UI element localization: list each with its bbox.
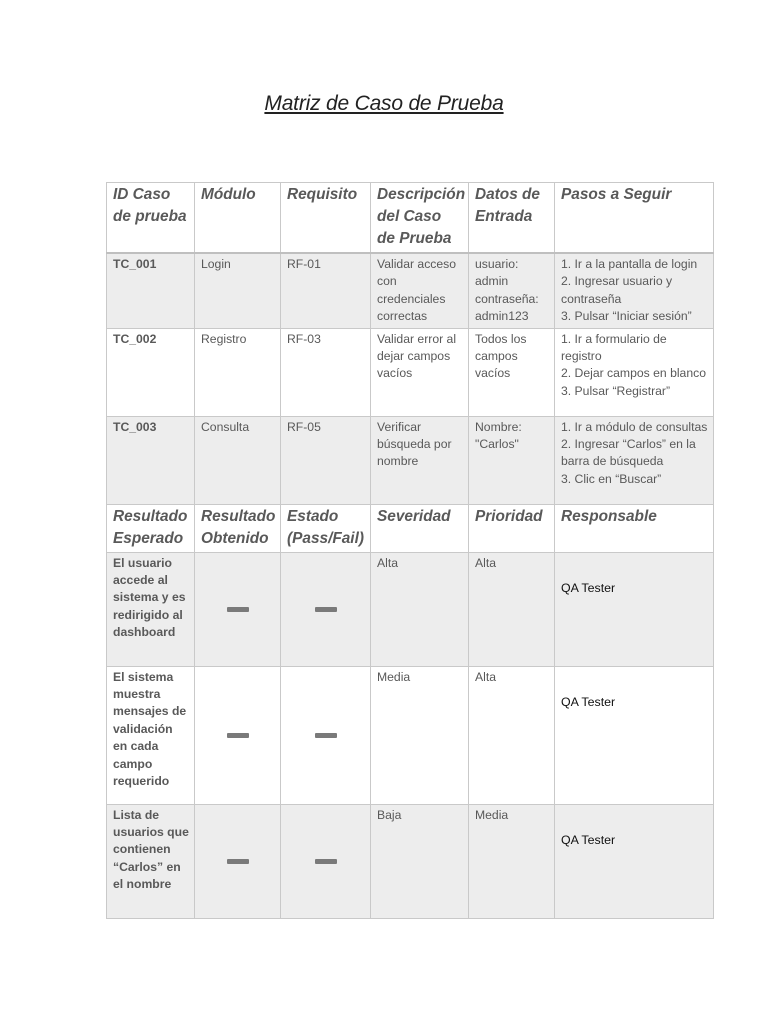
- case-modulo: Login: [195, 253, 281, 328]
- step: 2. Ingresar “Carlos” en la barra de búsqueda: [561, 437, 696, 469]
- step: 1. Ir a módulo de consultas: [561, 419, 708, 434]
- step: 2. Ingresar usuario y contraseña: [561, 274, 673, 306]
- case-datos: Todos los campos vacíos: [469, 328, 555, 416]
- case-pasos: [555, 253, 714, 328]
- table-row: [107, 253, 714, 328]
- case-descripcion: Verificar búsqueda por nombre: [371, 416, 469, 504]
- resultado-obtenido: [195, 804, 281, 918]
- dash-icon: [227, 859, 249, 864]
- case-descripcion: Validar error al dejar campos vacíos: [371, 328, 469, 416]
- step: 1. Ir a formulario de registro: [561, 331, 667, 364]
- resultado-obtenido: [195, 666, 281, 804]
- header-row-2: [107, 504, 714, 552]
- case-descripcion: Validar acceso con credenciales correctas: [371, 253, 469, 328]
- header-obtenido: Resultado Obtenido: [195, 504, 281, 552]
- responsable: QA Tester: [561, 580, 616, 595]
- header-id: ID Caso de prueba: [107, 183, 195, 254]
- case-requisito: RF-03: [281, 328, 371, 416]
- step: 3. Pulsar “Iniciar sesión”: [561, 309, 692, 324]
- header-row-1: [107, 183, 714, 254]
- header-estado: Estado (Pass/Fail): [281, 504, 371, 552]
- header-descripcion: Descripción del Caso de Prueba: [371, 183, 469, 254]
- step: 2. Dejar campos en blanco: [561, 366, 706, 381]
- resultado-obtenido: [195, 552, 281, 666]
- header-prioridad: Prioridad: [469, 504, 555, 552]
- severidad: Alta: [371, 552, 469, 666]
- header-modulo: Módulo: [195, 183, 281, 254]
- table-row: [107, 416, 714, 504]
- estado: [281, 552, 371, 666]
- case-pasos: [555, 416, 714, 504]
- step: 3. Pulsar “Registrar”: [561, 383, 671, 398]
- result-row: [107, 804, 714, 918]
- header-requisito: Requisito: [281, 183, 371, 254]
- dash-icon: [315, 733, 337, 738]
- estado: [281, 666, 371, 804]
- case-pasos: [555, 328, 714, 416]
- header-esperado: Resultado Esperado: [107, 504, 195, 552]
- resultado-esperado: El usuario accede al sistema y es redirigido al dashboard: [107, 552, 195, 666]
- resultado-esperado: Lista de usuarios que contienen “Carlos” en el nombre: [107, 804, 195, 918]
- severidad: Media: [371, 666, 469, 804]
- responsable-cell: [555, 666, 714, 804]
- case-requisito: RF-01: [281, 253, 371, 328]
- dash-icon: [315, 859, 337, 864]
- dash-icon: [315, 607, 337, 612]
- prioridad: Alta: [469, 666, 555, 804]
- case-modulo: Registro: [195, 328, 281, 416]
- estado: [281, 804, 371, 918]
- header-pasos: Pasos a Seguir: [555, 183, 714, 254]
- prioridad: Media: [469, 804, 555, 918]
- case-id: TC_001: [107, 253, 195, 328]
- resultado-esperado: El sistema muestra mensajes de validación en cada campo requerido: [107, 666, 195, 804]
- responsable-cell: [555, 804, 714, 918]
- case-id: TC_002: [107, 328, 195, 416]
- header-responsable: Responsable: [555, 504, 714, 552]
- responsable: QA Tester: [561, 832, 616, 847]
- step: 1. Ir a la pantalla de login: [561, 257, 698, 271]
- test-case-matrix: [106, 182, 714, 919]
- step: 3. Clic en “Buscar”: [561, 471, 662, 486]
- prioridad: Alta: [469, 552, 555, 666]
- dash-icon: [227, 733, 249, 738]
- case-id: TC_003: [107, 416, 195, 504]
- responsable: QA Tester: [561, 694, 616, 709]
- case-modulo: Consulta: [195, 416, 281, 504]
- header-datos: Datos de Entrada: [469, 183, 555, 254]
- dash-icon: [227, 607, 249, 612]
- header-severidad: Severidad: [371, 504, 469, 552]
- page-title: Matriz de Caso de Prueba: [264, 92, 504, 115]
- severidad: Baja: [371, 804, 469, 918]
- case-requisito: RF-05: [281, 416, 371, 504]
- result-row: [107, 666, 714, 804]
- case-datos: Nombre: "Carlos": [469, 416, 555, 504]
- table-row: [107, 328, 714, 416]
- case-datos: usuario: admin contraseña: admin123: [469, 253, 555, 328]
- result-row: [107, 552, 714, 666]
- responsable-cell: [555, 552, 714, 666]
